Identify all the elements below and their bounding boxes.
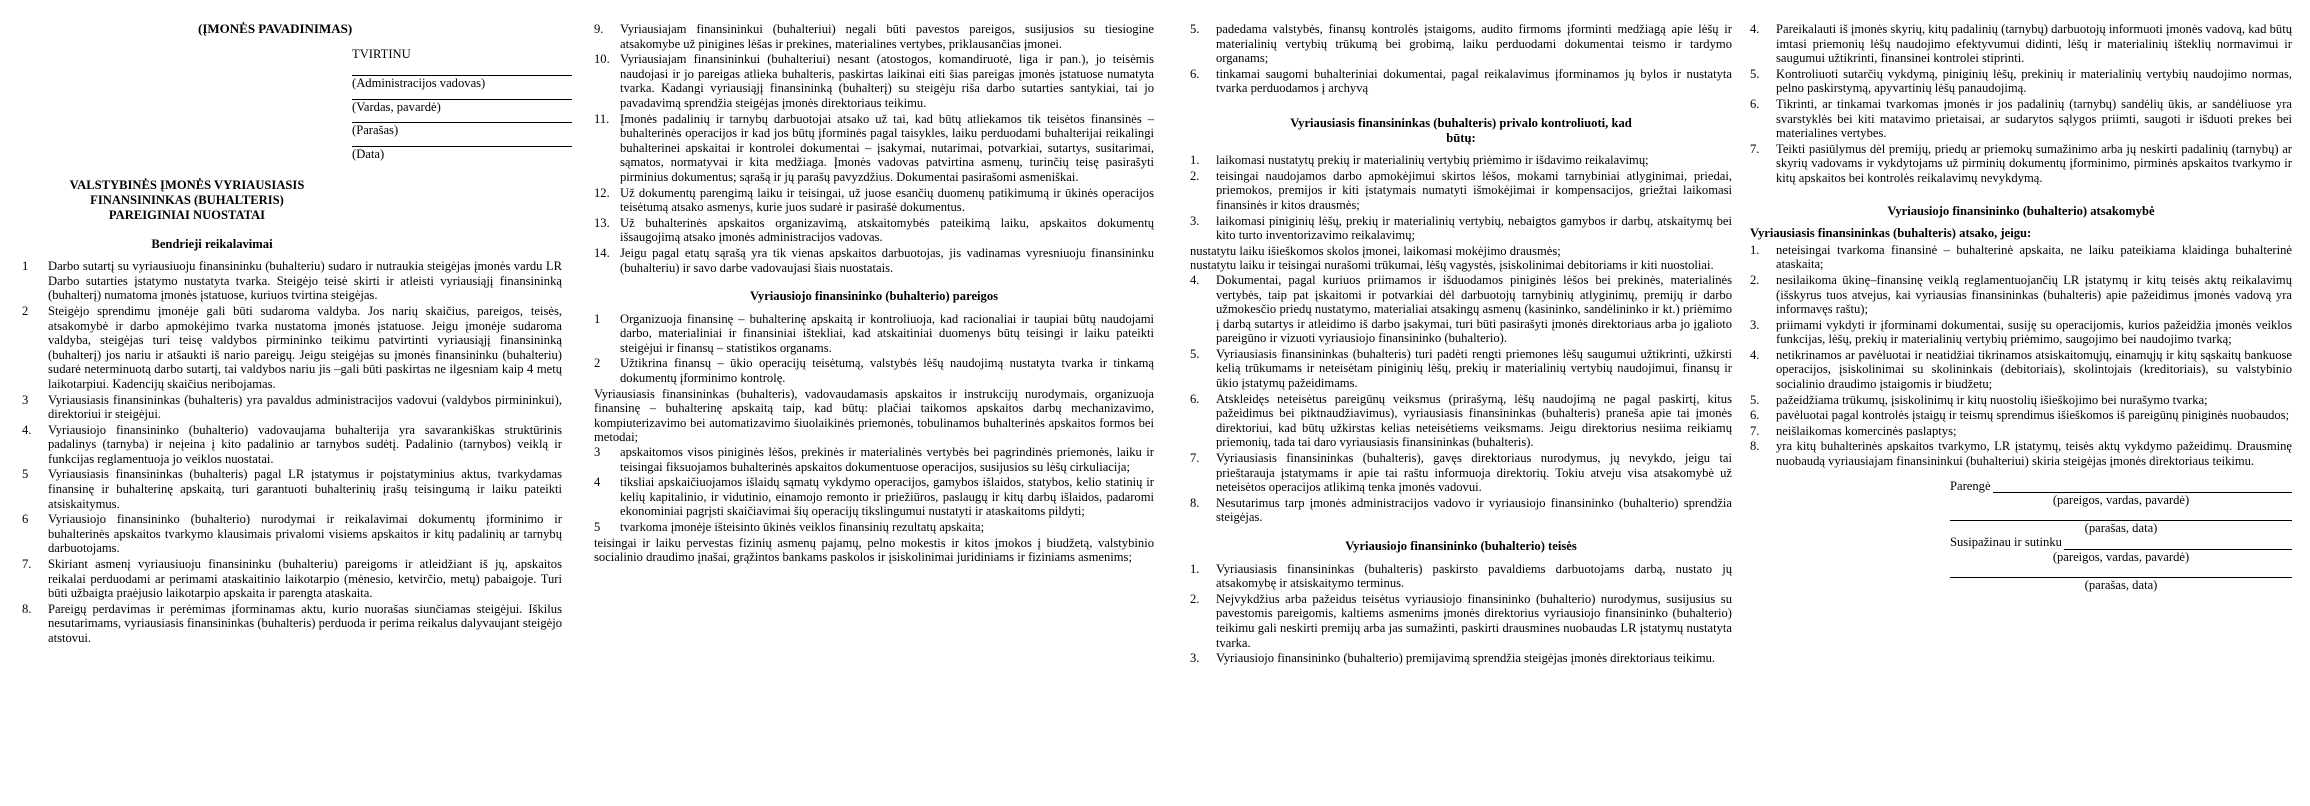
list-item: [22, 602, 562, 646]
item-number: 7.: [1750, 141, 1760, 156]
control-list-a: [1190, 153, 1732, 243]
item-text: Vyriausiajam finansininkui (buhalteriui) nesant (atostogos, komandiruotė, liga ir pan.), jo teisėmis naudojasi ir jo pareigas atlieka buhalteris, paskirtas laikinai eiti šias pareigas įmonės įstatuose numatyta tvarka. Kadangi vyriausiąjį finansininką (buhalterį) su steigėju riša darbo sutarties santykiai, tai jo pavadavimą sprendžia steigėjas įmonės direktoriaus teikimu.: [620, 52, 1154, 110]
section-heading-rights: Vyriausiojo finansininko (buhalterio) teisės: [1345, 539, 1577, 553]
item-number: 7.: [1190, 451, 1200, 466]
list-item: [594, 22, 1154, 51]
list-item: [22, 467, 562, 511]
item-number: 8.: [1750, 439, 1760, 454]
document-title: [22, 178, 352, 223]
prepared-row: [1950, 479, 2292, 494]
list-item: [1190, 169, 1732, 213]
list-item: [22, 304, 562, 392]
item-text: neišlaikomas komercinės paslaptys;: [1776, 423, 1957, 438]
item-number: 4.: [1190, 272, 1200, 287]
rights-list: [1190, 562, 1732, 666]
item-number: 2: [594, 356, 601, 371]
title-line: PAREIGINIAI NUOSTATAI: [108, 207, 266, 222]
item-number: 13.: [594, 215, 610, 230]
list-item: [594, 312, 1154, 356]
control-list-b: [1190, 273, 1732, 525]
list-item: [1190, 651, 1732, 666]
item-text: Vyriausiajam finansininkui (buhalteriui) negali būti pavestos pareigos, susijusios su tiesiogine atsakomybe už pinigines lėšas ir prekines, materialines vertybes, priklausančias įmonei.: [620, 22, 1154, 51]
item-text: Vyriausiasis finansininkas (buhalteris) paskirsto pavaldiems darbuotojams darbą, nustato jų atsakomybę ir atsiskaitymo terminus.: [1216, 561, 1732, 591]
admin-head-caption: (Administracijos vadovas): [352, 76, 486, 91]
date-caption: (Data): [352, 146, 385, 161]
item-text: Vyriausiasis finansininkas (buhalteris) turi padėti rengti priemones lėšų saugumui užtikrinti, užkirsti kelią trūkumams ir neteisėtam piniginių lėšų, prekių ir materialinių vertybių naudojimui, finansų ir ūkio įstatymų pažeidimams.: [1216, 346, 1732, 391]
item-text: Už dokumentų parengimą laiku ir teisingai, už juose esančių duomenų patikimumą ir ūkinės operacijos teisėtumą atsako asmenys, kurie juos sudarė ir pasirašė dokumentus.: [620, 185, 1154, 215]
item-text: Pareigų perdavimas ir perėmimas įforminamas aktu, kurio nuorašas siunčiamas steigėjui. Iškilus nesutarimams, vyriausiasis finansininkas (buhalteris) perduoda ir perima reikalus dalyvaujant steigėjo atstovui.: [48, 601, 562, 645]
list-item: [1750, 408, 2292, 423]
item-number: 9.: [594, 22, 604, 36]
item-text: Vyriausiojo finansininko (buhalterio) vadovaujama buhalterija yra savarankiškas struktūrinis padalinys (tarnyba) ir neįeina į kito padalinio ar tarnybos sudėtį. Padalinio (tarnybos) veiklą ir funkcijas reglamentuoja jo veiklos nuostatai.: [48, 422, 562, 466]
list-item: [594, 520, 1154, 535]
list-item: [1750, 348, 2292, 392]
item-number: 8.: [1190, 495, 1200, 510]
acknowledged-row: [1950, 535, 2292, 550]
item-number: 5.: [1750, 66, 1760, 81]
list-item: [594, 475, 1154, 519]
prepared-caption: (pareigos, vardas, pavardė): [2052, 493, 2190, 508]
approve-label: TVIRTINU: [352, 46, 411, 61]
item-text: priimami vykdyti ir įforminami dokumentai, susiję su operacijomis, kurios pažeidžia įmonės veiklos funkcijas, lėšų, prekių ir materialinių vertybių priėmimo, saugojimo bei naudojimo tvarką;: [1776, 317, 2292, 347]
item-text: Steigėjo sprendimu įmonėje gali būti sudaroma valdyba. Jos narių skaičius, pareigos, teisės, atsakomybė ir darbo apmokėjimo tvarka nustatoma įmonės įstatuose. Jeigu įmonėje sudaroma valdyba, steigėjas turi teisę valdybos pirmininko teikimu patvirtinti vyriausiąjį finansininką (buhalterį) jos nariu ir atšaukti iš nario pareigų. Jeigu steigėjas su įmonės finansininku (buhalteriu) sudarė neterminuotą darbo sutartį, tai valdybos nariu jis –gali būti paskirtas ne ilgesniam kaip 4 metų laikotarpiui. Kadencijų skaičius neribojamas.: [48, 303, 562, 391]
item-text: Kontroliuoti sutarčių vykdymą, piniginių lėšų, prekinių ir materialinių vertybių naudojimo normas, pelno paskirstymą, apyvartinių lėšų panaudojimą.: [1776, 66, 2292, 96]
rights-list-continued: [1750, 22, 2292, 186]
title-line: VALSTYBINĖS ĮMONĖS VYRIAUSIASIS: [69, 177, 305, 192]
list-item: [1750, 67, 2292, 96]
item-text: Vyriausiojo finansininko (buhalterio) nurodymai ir reikalavimai dokumentų įforminimo ir buhalterinės apskaitos tvarkymo klausimais privalomi visiems apskaitos ir kitų padalinių ar tarnybų darbuotojams.: [48, 512, 562, 556]
acknowledged-signature-caption: (parašas, data): [2084, 577, 2158, 592]
item-number: 3.: [1190, 213, 1200, 228]
list-item: [1190, 214, 1732, 243]
list-item: [1750, 318, 2292, 347]
item-text: teisingai naudojamos darbo apmokėjimui skirtos lėšos, mokami tarnybiniai atlyginimai, priedai, priemokos, premijos ir kiti įstatymais numatyti išmokėjimai ir kompensacijos, griežtai laikomasi finansinės ir kitos drausmės;: [1216, 168, 1732, 212]
item-number: 4.: [1750, 347, 1760, 362]
column-4: [1750, 22, 2292, 592]
heading-line: būtų:: [1446, 130, 1476, 145]
item-text: neteisingai tvarkoma finansinė – buhalterinė apskaita, ne laiku pateikiama klaidinga buhalterinė ataskaita;: [1776, 242, 2292, 272]
org-name: (ĮMONĖS PAVADINIMAS): [198, 21, 353, 36]
item-text: Skiriant asmenį vyriausiuoju finansininku (buhalteriu) pareigoms ir atleidžiant iš jų, apskaitos reikalai perduodami ar perimami ataskaitinio laikotarpio (mėnesio, ketvirčio, metų) pabaigoje. Turi būti užbaigta praėjusio laikotarpio apskaita ir parengta ataskaita.: [48, 557, 562, 601]
list-item: [1190, 347, 1732, 391]
item-number: 5: [594, 520, 601, 534]
section-heading-duties: Vyriausiojo finansininko (buhalterio) pareigos: [749, 289, 999, 304]
prepared-label: Parengė: [1950, 478, 1991, 493]
signature-line: [2064, 536, 2292, 550]
item-text: Darbo sutartį su vyriausiuoju finansininku (buhalteriu) sudaro ir nutraukia steigėjas įmonės vardu LR Darbo sutarties įstatymo nustatyta tvarka. Steigėjo teisė skirti ir atleisti vyriausiąjį finansininką (buhalterį) numatoma įmonės įstatuose, kuriuos tvirtina steigėjas.: [48, 259, 562, 303]
item-number: 7.: [1750, 423, 1760, 438]
list-item: [1190, 562, 1732, 591]
signature-caption: (Parašas): [352, 123, 399, 138]
item-text: Pareikalauti iš įmonės skyrių, kitų padalinių (tarnybų) darbuotojų informuoti įmonės vadovą, kad būtų imtasi priemonių lėšų naudojimo efektyvumui didinti, lėšų ir materialinių išteklių normavimui ir saugumui užtikrinti, finansinei kontrolei stiprinti.: [1776, 22, 2292, 66]
list-item: [22, 393, 562, 422]
item-text: yra kitų buhalterinės apskaitos tvarkymo, LR įstatymų, teisės aktų vykdymo pažeidimų. Drausminę nuobaudą vyriausiajam finansininkui (buhalteriui) skiria steigėjas įmonės direktoriaus teikimu.: [1776, 439, 2292, 469]
item-text: Teikti pasiūlymus dėl premijų, priedų ar priemokų sumažinimo arba jų neskirti padalinių (tarnybų) ar skyrių vadovams ir vykdytojams už pirminių dokumentų įforminimo, pirminės apskaitos tvarkymo ir kitų apskaitos bei kontrolės reikalavimų nevykdymą.: [1776, 141, 2292, 185]
duties-paragraph: teisingai ir laiku pervestas fizinių asmenų pajamų, pelno mokestis ir kitos įmokos į biudžetą, valstybinio socialinio draudimo įnašai, grąžintos bankams paskolos ir įsiskolinimai juridiniams ir fiziniams asmenims;: [594, 535, 1154, 565]
list-item: [1190, 22, 1732, 66]
list-item: [1190, 392, 1732, 450]
title-line: FINANSININKAS (BUHALTERIS): [90, 192, 284, 207]
item-number: 3.: [1750, 317, 1760, 332]
list-item: [594, 246, 1154, 275]
approval-block: [352, 47, 572, 162]
list-item: [1750, 393, 2292, 408]
item-text: pažeidžiama trūkumų, įsiskolinimų ir kitų nuostolių išieškojimo bei nurašymo tvarka;: [1776, 392, 2208, 407]
item-number: 11.: [594, 111, 610, 126]
item-number: 1: [22, 259, 29, 274]
item-text: Organizuoja finansinę – buhalterinę apskaitą ir kontroliuoja, kad racionaliai ir taupiai būtų naudojami darbo, materialiniai ir finansiniai ištekliai, kad atskaitiniai duomenys būtų teisingi ir laiku pateikti steigėjui ir finansų – statistikos organams.: [620, 311, 1154, 355]
list-item: [1190, 592, 1732, 650]
item-number: 1: [594, 311, 601, 326]
signature-line: [1950, 508, 2292, 521]
item-number: 2.: [1190, 591, 1200, 606]
item-text: Įmonės padalinių ir tarnybų darbuotojai atsako už tai, kad būtų atliekamos tik teisėtos finansinės – buhalterinės operacijos ir kad jos būtų įforminės pagal taisykles, laiku perduodami buhalterijai reikalingi buhalterinei apskaitai ir kontrolei dokumentai – įsakymai, nutarimai, potvarkiai, sutartys, susitarimai, sąmatos, normatyvai ir kita medžiaga. Įmonės vadovas patvirtina asmenų, turinčių teisę pasirašyti pirminius dokumentus; sąrašą ir jų parašų pavyzdžius. Dokumentai pasirašomi asmeniškai.: [620, 111, 1154, 184]
item-text: Už buhalterinės apskaitos organizavimą, atskaitomybės pateikimą laiku, apskaitos dokumentų išsaugojimą atsako įmonės administracijos vadovas.: [620, 215, 1154, 245]
item-number: 14.: [594, 245, 610, 260]
list-item: [594, 356, 1154, 385]
column-3: [1190, 22, 1732, 667]
item-text: laikomasi piniginių lėšų, prekių ir materialinių vertybių, nebaigtos gamybos ir darbų, atskaitymų bei kito turto inventorizavimo reikalavimų;: [1216, 213, 1732, 243]
item-text: apskaitomos visos piniginės lėšos, prekinės ir materialinės vertybės bei pagrindinės priemonės, laiku ir teisingai fiksuojamos buhalterinės apskaitos dokumentuose operacijos, susijusios su lėšų cirkuliacija;: [620, 445, 1154, 474]
signoff-block: [1950, 479, 2292, 593]
name-caption: (Vardas, pavardė): [352, 99, 441, 114]
item-text: Jeigu pagal etatų sąrašą yra tik vienas apskaitos darbuotojas, jis vadinamas vyresniuoju finansininku (buhalteriu) ir savo darbe vadovaujasi šiais nuostatais.: [620, 245, 1154, 275]
list-item: [22, 423, 562, 467]
item-number: 6.: [1750, 408, 1760, 423]
acknowledged-caption: (pareigos, vardas, pavardė): [2052, 550, 2190, 564]
item-text: padedama valstybės, finansų kontrolės įstaigoms, audito firmoms įforminti medžiagą apie lėšų ir materialinių vertybių trūkumą bei grobimą, laiku perduodami dokumentai teismo ir tardymo organams;: [1216, 22, 1732, 66]
list-item: [594, 445, 1154, 474]
item-text: Vyriausiasis finansininkas (buhalteris), gavęs direktoriaus nurodymus, jų nevykdo, jeigu tai prieštarauja įstatymams ir apie tai raštu informuoja direktorių. Tokiu atveju visa atsakomybė už neteisėtos operacijos atlikimą tenka įmonės vadovui.: [1216, 451, 1732, 495]
control-paragraph: nustatytu laiku ir teisingai nurašomi trūkumai, lėšų vagystės, įsiskolinimai debitoriams ir kiti nuostoliai.: [1190, 258, 1714, 273]
list-item: [1190, 496, 1732, 525]
item-number: 4.: [1750, 22, 1760, 36]
item-text: tvarkoma įmonėje išteisinto ūkinės veiklos finansinių rezultatų apskaita;: [620, 520, 985, 534]
list-item: [594, 52, 1154, 110]
item-text: laikomasi nustatytų prekių ir materialinių vertybių priėmimo ir išdavimo reikalavimų;: [1216, 153, 1649, 168]
item-number: 2: [22, 303, 29, 318]
item-text: Vyriausiasis finansininkas (buhalteris) yra pavaldus administracijos vadovui (valdybos pirmininkui), direktoriui ir steigėjui.: [48, 392, 562, 422]
item-number: 12.: [594, 185, 610, 200]
list-item: [1750, 439, 2292, 468]
item-text: tiksliai apskaičiuojamos išlaidų sąmatų vykdymo operacijos, gamybos išlaidos, statybos, kelio statinių ir kelių kapitalinio, ir vidutinio, einamojo remonto ir priežiūros, paslaugų ir kitų darbų išlaidos, padaromi ekonominiai pagrįsti skaičiavimai šių operacijų tikslingumui nustatyti ir ataskaitoms pildyti;: [620, 475, 1154, 519]
item-text: Vyriausiojo finansininko (buhalterio) premijavimą sprendžia steigėjas įmonės direktoriaus teikimu.: [1216, 651, 1716, 666]
item-number: 6.: [1190, 66, 1200, 81]
duties-list-c: [1190, 22, 1732, 96]
item-number: 4.: [22, 422, 32, 437]
item-text: netikrinamos ar pavėluotai ir neatidžiai tikrinamos atsiskaitomųjų, einamųjų ir kitų sąskaitų bankuose operacijos, įsiskolinimai su skolininkais (debitoriais), skolintojais (kreditoriais), su valstybinio socialinio draudimo įstaigomis ir biudžetu;: [1776, 347, 2292, 392]
item-number: 3: [22, 392, 29, 407]
item-text: Tikrinti, ar tinkamai tvarkomas įmonės ir jos padalinių (tarnybų) sandėlių ūkis, ar sandėliuose yra svarstyklės bei kiti matavimo prietaisai, ar sudarytos sąlygos priimti, saugoti ir išduoti prekes bei materialines vertybes.: [1776, 96, 2292, 141]
item-text: Vyriausiasis finansininkas (buhalteris) pagal LR įstatymus ir poįstatyminius aktus, tvarkydamas finansinę ir buhalterinę apskaitą, turi garantuoti buhalterinių įrašų teisingumą ir laiku pateikti atsiskaitymus.: [48, 467, 562, 511]
item-text: Dokumentai, pagal kuriuos priimamos ir išduodamos piniginės lėšos bei prekinės, materialinės vertybės, taip pat įskaitomi ir potvarkiai dėl darbuotojų tarnybinių atlyginimų, premijų ir darbo užmokesčio priedų nustatymo, materialiai atsakingų asmenų (kasininko, sandėlininko ir kt.) priėmimo į darbą sutartys ir atleidimo iš darbo įsakymai, turi būti pasirašyti įmonės direktoriaus arba jo įgalioto pareigūno ir vizuoti vyriausiojo finansininko (buhalterio).: [1216, 272, 1732, 346]
item-number: 7.: [22, 557, 32, 572]
duties-list-b: [594, 445, 1154, 535]
item-text: Atskleidęs neteisėtus pareigūnų veiksmus (prirašymą, lėšų naudojimą ne pagal paskirtį, kitus pažeidimus bei piktnaudžiavimus), vyriausiasis finansininkas (buhalteris) praneša apie tai įmonės direktoriui, kad būtų užkirstas kelias neteisėtiems veiksmams. Jeigu direktorius nesiima reikiamų priemonių, tada tai daro vyriausiasis finansininkas (buhalteris).: [1216, 391, 1732, 450]
list-item: [1750, 142, 2292, 186]
list-item: [594, 186, 1154, 215]
item-text: Nesutarimus tarp įmonės administracijos vadovo ir vyriausiojo finansininko (buhalterio) sprendžia steigėjas.: [1216, 495, 1732, 525]
list-item: [1750, 243, 2292, 272]
section-heading-control: [1190, 116, 1732, 145]
item-text: nesilaikoma ūkinę–finansinę veiklą reglamentuojančių LR įstatymų ir kitų teisės aktų reikalavimų (išskyrus tuos atvejus, kai vyriausias finansininkas (buhalteris) apie pažeidimus įmonės vadovą yra informavęs raštu);: [1776, 272, 2292, 317]
duties-list-a: [594, 312, 1154, 386]
item-text: Užtikrina finansų – ūkio operacijų teisėtumą, valstybės lėšų naudojimą nustatyta tvarka ir tinkamą dokumentų įforminimo kontrolę.: [620, 356, 1154, 386]
general-list: [22, 259, 562, 645]
item-number: 6.: [1190, 391, 1200, 406]
item-number: 5.: [1190, 346, 1200, 361]
list-item: [22, 557, 562, 601]
item-text: Nejvykdžius arba pažeidus teisėtus vyriausiojo finansininko (buhalterio) nurodymus, susijusius su pavestomis pareigomis, kaltiems asmenims įmonės direktorius vyriausiojo finansininko (buhalterio) teikimu gali neskirti premijų arba jas sumažinti, paskirti drausmines nuobaudas LR įstatymų nustatyta tvarka.: [1216, 591, 1732, 650]
item-text: tinkamai saugomi buhalteriniai dokumentai, pagal reikalavimus įforminamos jų bylos ir nustatyta tvarka perduodamos į archyvą: [1216, 66, 1732, 96]
list-item: [1750, 22, 2292, 66]
heading-line: Vyriausiasis finansininkas (buhalteris) privalo kontroliuoti, kad: [1290, 115, 1632, 130]
signature-line: [1950, 565, 2292, 578]
item-number: 1.: [1750, 242, 1760, 257]
list-item: [22, 259, 562, 303]
duties-paragraph: Vyriausiasis finansininkas (buhalteris), vadovaudamasis apskaitos ir instrukcijų nurodymais, organizuoja finansinę – buhalterinę apskaitą taip, kad būtų: plačiai taikomos apskaitos darbų mechanizavimo, kompiuterizavimo bei automatizavimo šiuolaikinės priemonės, tobulinamos buhalterinės apskaitos formos bei metodai;: [594, 386, 1154, 445]
item-number: 2.: [1190, 168, 1200, 183]
section-heading-general: Bendrieji reikalavimai: [151, 236, 273, 251]
column-1: [22, 22, 562, 647]
item-number: 3.: [1190, 651, 1200, 666]
liability-lead: Vyriausiasis finansininkas (buhalteris) atsako, jeigu:: [1750, 226, 2032, 241]
item-number: 5: [22, 467, 29, 482]
liability-list: [1750, 243, 2292, 469]
column-2: [594, 22, 1154, 565]
control-paragraph: nustatytu laiku išieškomos skolos įmonei, laikomasi mokėjimo drausmės;: [1190, 243, 1561, 258]
signature-line: [1993, 479, 2292, 493]
general-list-continued: [594, 22, 1154, 275]
list-item: [1190, 273, 1732, 346]
list-item: [1190, 153, 1732, 168]
item-number: 6: [22, 512, 29, 527]
list-item: [1190, 451, 1732, 495]
prepared-signature-caption: (parašas, data): [2084, 520, 2158, 535]
list-item: [1750, 97, 2292, 141]
item-number: 6.: [1750, 96, 1760, 111]
item-text: pavėluotai pagal kontrolės įstaigų ir teismų sprendimus išieškomos iš pareigūnų piniginės nuobaudos;: [1776, 408, 2290, 423]
acknowledged-label: Susipažinau ir sutinku: [1950, 535, 2062, 550]
item-number: 10.: [594, 52, 610, 67]
item-number: 5.: [1750, 392, 1760, 407]
list-item: [22, 512, 562, 556]
item-number: 3: [594, 445, 601, 460]
item-number: 5.: [1190, 22, 1200, 36]
item-number: 1.: [1190, 561, 1200, 576]
list-item: [594, 216, 1154, 245]
item-number: 2.: [1750, 272, 1760, 287]
item-number: 4: [594, 475, 601, 490]
item-number: 8.: [22, 601, 32, 616]
list-item: [1190, 67, 1732, 96]
item-number: 1.: [1190, 153, 1200, 168]
list-item: [1750, 424, 2292, 439]
section-heading-liability: Vyriausiojo finansininko (buhalterio) atsakomybė: [1887, 203, 2155, 218]
list-item: [1750, 273, 2292, 317]
list-item: [594, 112, 1154, 185]
